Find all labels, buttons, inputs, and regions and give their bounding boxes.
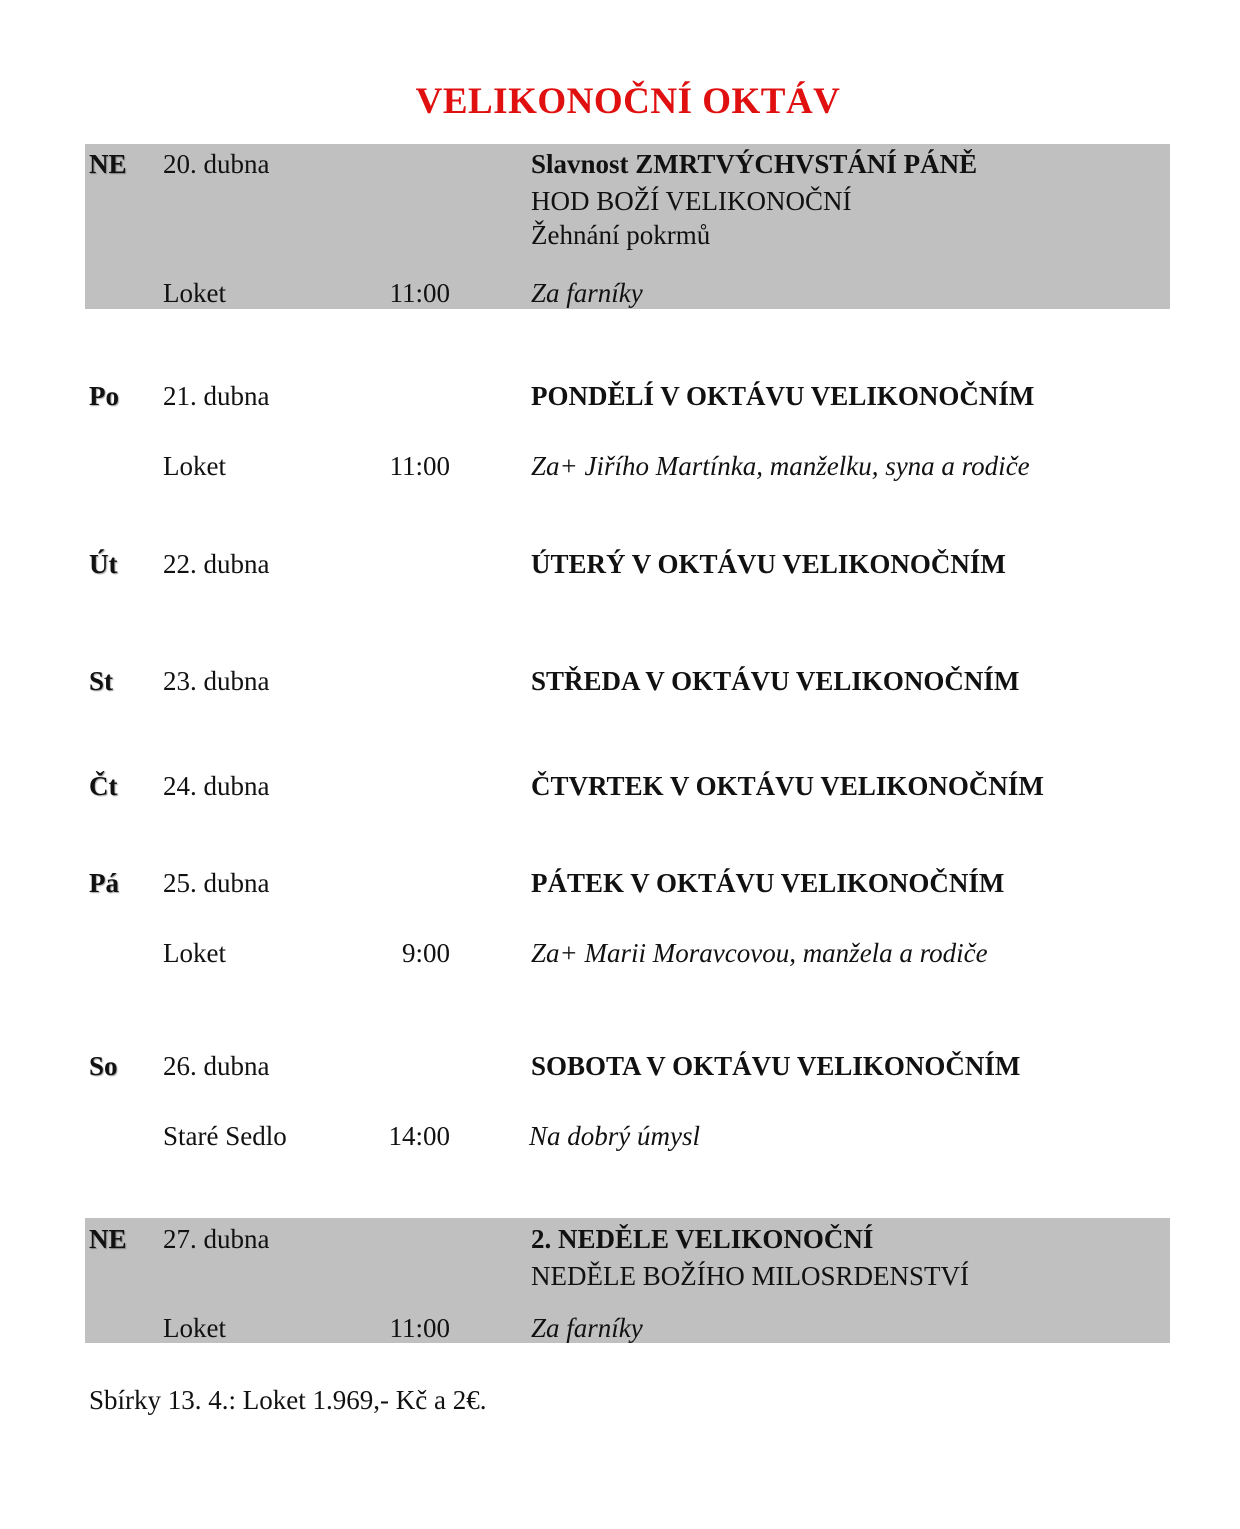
mass-time: 11:00: [389, 278, 450, 308]
mass-time: 11:00: [389, 451, 450, 481]
day-date: 22. dubna: [163, 549, 270, 579]
day-date: 21. dubna: [163, 381, 270, 411]
feast-title: STŘEDA V OKTÁVU VELIKONOČNÍM: [531, 666, 1020, 696]
day-abbrev: St: [89, 666, 114, 696]
mass-place: Staré Sedlo: [163, 1121, 287, 1151]
day-abbrev: Čt: [89, 771, 118, 801]
feast-title: ÚTERÝ V OKTÁVU VELIKONOČNÍM: [531, 549, 1006, 579]
collections-note: Sbírky 13. 4.: Loket 1.969,- Kč a 2€.: [89, 1385, 487, 1415]
mass-intention: Za+ Jiřího Martínka, manželku, syna a rodiče: [531, 451, 1030, 481]
day-abbrev: So: [89, 1051, 118, 1081]
day-abbrev: NE: [89, 149, 127, 179]
day-abbrev: NE: [89, 1224, 127, 1254]
mass-time: 9:00: [401, 938, 450, 968]
day-date: 20. dubna: [163, 149, 270, 179]
mass-time: 11:00: [389, 1313, 450, 1343]
feast-subtitle: NEDĚLE BOŽÍHO MILOSRDENSTVÍ: [531, 1261, 969, 1291]
day-date: 25. dubna: [163, 868, 270, 898]
feast-title: 2. NEDĚLE VELIKONOČNÍ: [531, 1224, 874, 1254]
day-date: 27. dubna: [163, 1224, 270, 1254]
feast-title: ČTVRTEK V OKTÁVU VELIKONOČNÍM: [531, 771, 1044, 801]
feast-title: PÁTEK V OKTÁVU VELIKONOČNÍM: [531, 868, 1005, 898]
mass-intention: Za farníky: [531, 1313, 643, 1343]
day-date: 23. dubna: [163, 666, 270, 696]
mass-intention: Za+ Marii Moravcovou, manžela a rodiče: [531, 938, 988, 968]
day-abbrev: Pá: [89, 868, 119, 898]
page-title: VELIKONOČNÍ OKTÁV: [415, 81, 841, 122]
feast-title: PONDĚLÍ V OKTÁVU VELIKONOČNÍM: [531, 381, 1035, 411]
feast-title: Slavnost ZMRTVÝCHVSTÁNÍ PÁNĚ: [531, 149, 978, 179]
mass-intention: Za farníky: [531, 278, 643, 308]
feast-note: Žehnání pokrmů: [531, 220, 711, 250]
day-date: 26. dubna: [163, 1051, 270, 1081]
feast-subtitle: HOD BOŽÍ VELIKONOČNÍ: [531, 186, 852, 216]
mass-intention: Na dobrý úmysl: [529, 1121, 700, 1151]
day-date: 24. dubna: [163, 771, 270, 801]
mass-time: 14:00: [388, 1121, 450, 1151]
feast-title: SOBOTA V OKTÁVU VELIKONOČNÍM: [531, 1051, 1021, 1081]
mass-place: Loket: [163, 938, 226, 968]
day-abbrev: Út: [89, 549, 118, 579]
mass-place: Loket: [163, 278, 226, 308]
mass-place: Loket: [163, 1313, 226, 1343]
day-abbrev: Po: [89, 381, 119, 411]
mass-place: Loket: [163, 451, 226, 481]
